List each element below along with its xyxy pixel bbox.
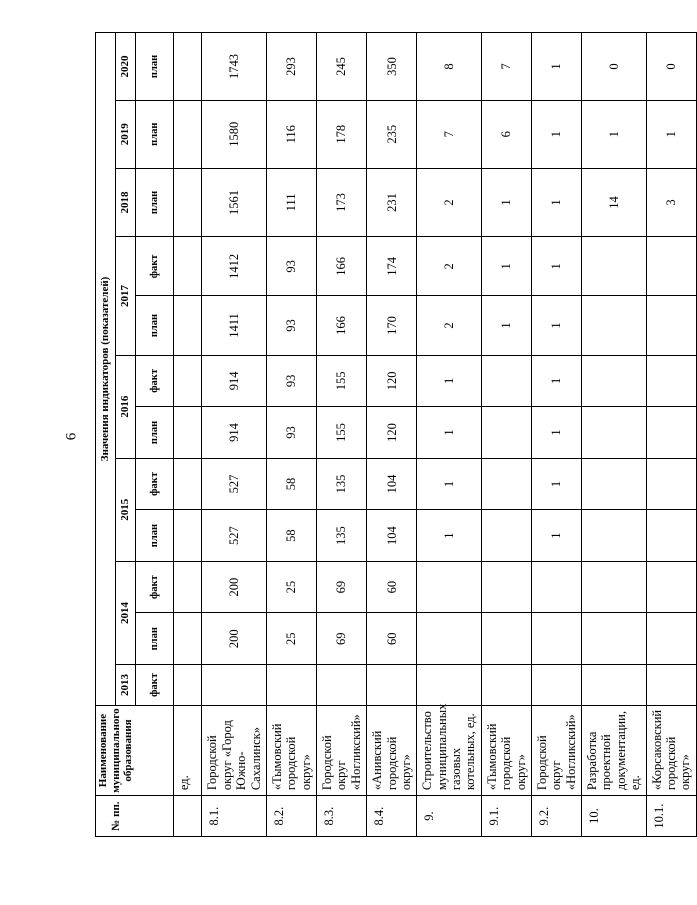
- year-2013: 2013: [116, 665, 136, 706]
- row-value: 104: [367, 510, 417, 562]
- row-value: [531, 665, 581, 706]
- table-row: [417, 33, 482, 837]
- row-value: 1412: [202, 237, 267, 296]
- row-value: [481, 510, 531, 562]
- row-value: 120: [367, 407, 417, 459]
- row-value: [582, 665, 647, 706]
- row-value: 58: [266, 458, 316, 510]
- row-value: 69: [317, 613, 367, 665]
- sub-2019-plan: план: [136, 100, 174, 168]
- row-value: 0: [582, 33, 647, 101]
- row-value: 155: [317, 407, 367, 459]
- row-name: Городской округ «Город Южно-Сахалинск»: [202, 705, 267, 795]
- row-value: [417, 613, 482, 665]
- row-value: 1580: [202, 100, 267, 168]
- sub-2013-fact: факт: [136, 665, 174, 706]
- row-value: 527: [202, 510, 267, 562]
- row-value: [646, 510, 696, 562]
- row-value: 1: [531, 237, 581, 296]
- row-number: 9.: [417, 796, 482, 837]
- row-value: 93: [266, 296, 316, 355]
- row-value: [481, 613, 531, 665]
- row-value: 170: [367, 296, 417, 355]
- row-value: 200: [202, 561, 267, 613]
- row-value: 1: [531, 100, 581, 168]
- row-value: 350: [367, 33, 417, 101]
- year-2015: 2015: [116, 458, 136, 561]
- row-value: [582, 613, 647, 665]
- row-value: [417, 665, 482, 706]
- row-value: 1: [531, 510, 581, 562]
- row-value: [646, 613, 696, 665]
- year-2017: 2017: [116, 237, 136, 355]
- unit-row-num: [174, 796, 202, 837]
- row-value: 200: [202, 613, 267, 665]
- row-value: 14: [582, 168, 647, 237]
- row-value: 3: [646, 168, 696, 237]
- row-value: 104: [367, 458, 417, 510]
- sub-2015-plan: план: [136, 510, 174, 562]
- row-value: 1: [417, 458, 482, 510]
- page-number: 6: [63, 432, 80, 441]
- row-value: 914: [202, 407, 267, 459]
- row-value: 60: [367, 561, 417, 613]
- row-value: 135: [317, 510, 367, 562]
- row-name: «Тымовский городской округ»: [481, 705, 531, 795]
- row-number: 8.2.: [266, 796, 316, 837]
- row-value: [582, 561, 647, 613]
- row-value: [531, 561, 581, 613]
- row-value: [582, 296, 647, 355]
- row-value: [646, 561, 696, 613]
- row-name: Разработка проектной документации, ед.: [582, 705, 647, 795]
- row-value: [481, 355, 531, 407]
- row-value: [646, 355, 696, 407]
- row-name: «Анивский городской округ»: [367, 705, 417, 795]
- row-value: [646, 237, 696, 296]
- row-value: [582, 237, 647, 296]
- row-value: 235: [367, 100, 417, 168]
- row-value: 8: [417, 33, 482, 101]
- row-value: 173: [317, 168, 367, 237]
- table-row: [481, 33, 531, 837]
- row-value: [266, 665, 316, 706]
- row-value: 1561: [202, 168, 267, 237]
- col-name-header: Наименование муниципального образования: [96, 705, 136, 795]
- row-value: 25: [266, 613, 316, 665]
- row-value: 293: [266, 33, 316, 101]
- row-value: 25: [266, 561, 316, 613]
- row-value: 527: [202, 458, 267, 510]
- table-row: [646, 33, 696, 837]
- row-value: 1: [531, 33, 581, 101]
- row-value: [202, 665, 267, 706]
- row-value: 60: [367, 613, 417, 665]
- row-value: 93: [266, 237, 316, 296]
- row-value: 1: [417, 407, 482, 459]
- row-value: 1743: [202, 33, 267, 101]
- table-row: [582, 33, 647, 837]
- row-name: Городской округ «Ногликский»: [531, 705, 581, 795]
- row-value: 6: [481, 100, 531, 168]
- row-value: 245: [317, 33, 367, 101]
- row-value: 120: [367, 355, 417, 407]
- unit-row: [174, 33, 202, 837]
- year-2016: 2016: [116, 355, 136, 458]
- row-value: [582, 510, 647, 562]
- row-number: 9.2.: [531, 796, 581, 837]
- row-number: 8.3.: [317, 796, 367, 837]
- table-row: [531, 33, 581, 837]
- sub-2015-fact: факт: [136, 458, 174, 510]
- unit-row-label: ед.: [174, 705, 202, 795]
- row-value: 1: [582, 100, 647, 168]
- row-value: 2: [417, 237, 482, 296]
- table-row: [317, 33, 367, 837]
- row-value: 178: [317, 100, 367, 168]
- row-value: 69: [317, 561, 367, 613]
- row-value: 0: [646, 33, 696, 101]
- row-value: 166: [317, 237, 367, 296]
- sub-2018-plan: план: [136, 168, 174, 237]
- row-value: 135: [317, 458, 367, 510]
- header-row-sub: [136, 33, 174, 837]
- year-2014: 2014: [116, 561, 136, 664]
- col-num-blank: [136, 796, 174, 837]
- row-value: 231: [367, 168, 417, 237]
- sub-2017-plan: план: [136, 296, 174, 355]
- row-value: 1: [531, 168, 581, 237]
- row-value: [367, 665, 417, 706]
- sub-2016-plan: план: [136, 407, 174, 459]
- group-title: Значения индикаторов (показателей): [96, 33, 116, 706]
- table-body: [174, 33, 696, 837]
- row-value: [481, 407, 531, 459]
- year-2019: 2019: [116, 100, 136, 168]
- row-value: 116: [266, 100, 316, 168]
- rotated-table-wrapper: [95, 32, 693, 837]
- sub-2014-fact: факт: [136, 561, 174, 613]
- sub-2016-fact: факт: [136, 355, 174, 407]
- table-row: [367, 33, 417, 837]
- row-value: [582, 458, 647, 510]
- row-value: [582, 407, 647, 459]
- row-value: 7: [481, 33, 531, 101]
- row-number: 8.1.: [202, 796, 267, 837]
- row-value: 93: [266, 407, 316, 459]
- row-value: 155: [317, 355, 367, 407]
- row-value: 1: [417, 355, 482, 407]
- row-value: 166: [317, 296, 367, 355]
- row-value: 58: [266, 510, 316, 562]
- sub-2020-plan: план: [136, 33, 174, 101]
- row-value: [646, 296, 696, 355]
- row-value: 1: [531, 458, 581, 510]
- row-name: «Корсаковский городской округ»: [646, 705, 696, 795]
- row-name: «Тымовский городской округ»: [266, 705, 316, 795]
- row-value: 174: [367, 237, 417, 296]
- table-row: [266, 33, 316, 837]
- year-2018: 2018: [116, 168, 136, 237]
- row-name: Городской округ «Ногликский»: [317, 705, 367, 795]
- header-row-1: [96, 33, 116, 837]
- row-number: 10.1.: [646, 796, 696, 837]
- row-value: 1: [481, 168, 531, 237]
- row-number: 9.1.: [481, 796, 531, 837]
- sub-2014-plan: план: [136, 613, 174, 665]
- row-value: [481, 458, 531, 510]
- row-value: 1: [531, 355, 581, 407]
- row-value: 111: [266, 168, 316, 237]
- row-value: 1: [646, 100, 696, 168]
- row-value: 1: [417, 510, 482, 562]
- row-value: [531, 613, 581, 665]
- row-value: 93: [266, 355, 316, 407]
- row-number: 10.: [582, 796, 647, 837]
- col-name-blank: [136, 705, 174, 795]
- row-value: [417, 561, 482, 613]
- row-number: 8.4.: [367, 796, 417, 837]
- row-value: [646, 458, 696, 510]
- table-stage: [95, 32, 693, 837]
- row-value: 1: [531, 296, 581, 355]
- row-value: 2: [417, 168, 482, 237]
- row-value: 2: [417, 296, 482, 355]
- row-value: 1: [481, 296, 531, 355]
- row-value: 1: [481, 237, 531, 296]
- table-row: [202, 33, 267, 837]
- row-value: 7: [417, 100, 482, 168]
- row-value: [582, 355, 647, 407]
- row-value: [317, 665, 367, 706]
- row-value: 914: [202, 355, 267, 407]
- year-2020: 2020: [116, 33, 136, 101]
- row-value: [481, 665, 531, 706]
- row-name: Строительство муниципальных газовых котельных, ед.: [417, 705, 482, 795]
- sub-2017-fact: факт: [136, 237, 174, 296]
- row-value: [481, 561, 531, 613]
- row-value: 1: [531, 407, 581, 459]
- col-num-header: № пп.: [96, 796, 136, 837]
- row-value: 1411: [202, 296, 267, 355]
- row-value: [646, 665, 696, 706]
- row-value: [646, 407, 696, 459]
- indicators-table: [95, 32, 697, 837]
